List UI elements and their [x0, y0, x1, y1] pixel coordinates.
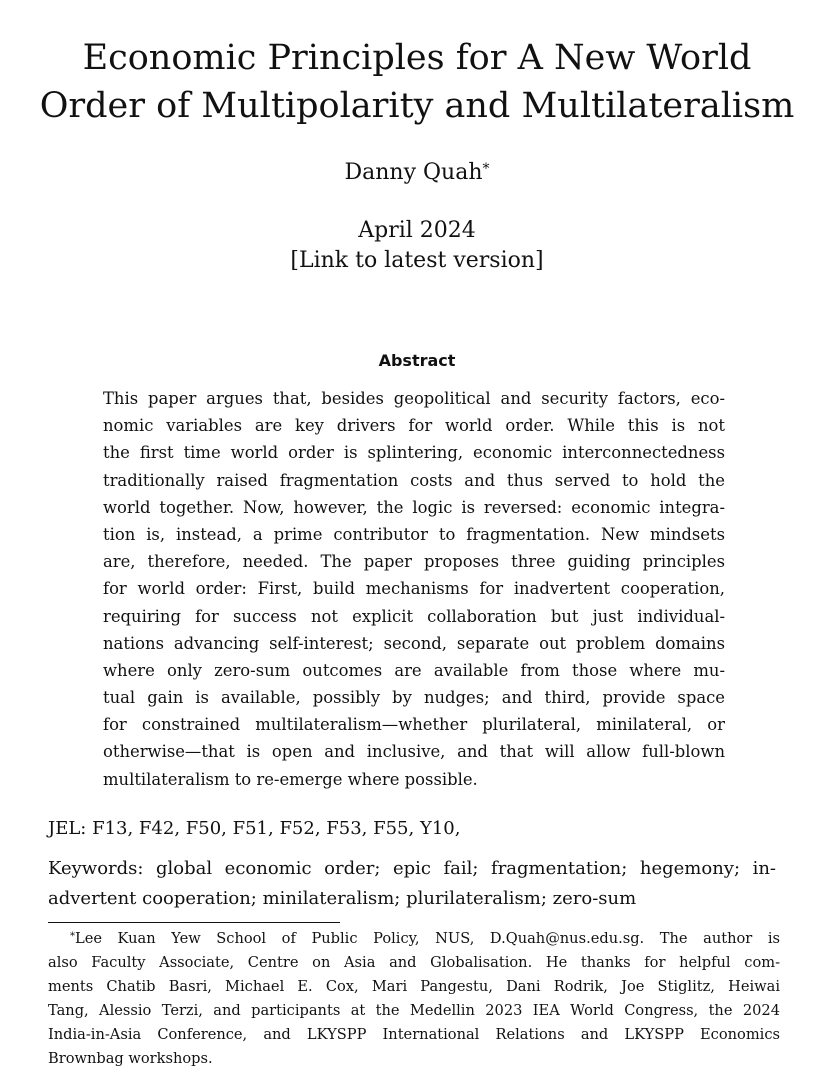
- paper-title: [20, 34, 814, 130]
- footnote-divider: [48, 922, 340, 923]
- footnote-line: Tang, Alessio Terzi, and participants at the Medellin 2023 IEA World Congress, the 2024: [48, 1002, 780, 1019]
- author-name: Danny Quah: [344, 160, 483, 185]
- abstract-line: world together. Now, however, the logic is reversed: economic integra-: [103, 497, 725, 517]
- author-footnote-mark[interactable]: *: [482, 161, 490, 177]
- abstract-line: requiring for success not explicit collaboration but just individual-: [103, 606, 725, 626]
- author-line: [0, 158, 834, 188]
- keywords-line: advertent cooperation; minilateralism; plurilateralism; zero-sum: [48, 888, 637, 909]
- abstract-line: nomic variables are key drivers for world order. While this is not: [103, 416, 725, 436]
- footnote-mark: *: [70, 931, 75, 942]
- latest-version-link[interactable]: [Link to latest version]: [290, 248, 544, 273]
- abstract-line: tual gain is available, possibly by nudges; and third, provide space: [103, 688, 725, 708]
- abstract-line: nations advancing self-interest; second, separate out problem domains: [103, 633, 725, 653]
- footnote-line: [48, 927, 780, 951]
- footnote-line-text: Lee Kuan Yew School of Public Policy, NUS, D.Quah@nus.edu.sg. The author is: [75, 930, 780, 947]
- abstract-line: otherwise—that is open and inclusive, and that will allow full-blown: [103, 742, 725, 762]
- abstract-line: are, therefore, needed. The paper proposes three guiding principles: [103, 552, 725, 572]
- abstract-line: traditionally raised fragmentation costs and thus served to hold the: [103, 470, 725, 490]
- abstract-line: for world order: First, build mechanisms for inadvertent cooperation,: [103, 579, 725, 599]
- keywords: [48, 854, 776, 914]
- paper-title-line-1: Economic Principles for A New World: [82, 38, 752, 78]
- footnote-line: India-in-Asia Conference, and LKYSPP International Relations and LKYSPP Economics: [48, 1026, 780, 1043]
- jel-codes: JEL: F13, F42, F50, F51, F52, F53, F55, Y10,: [48, 818, 461, 839]
- abstract-line: the first time world order is splintering, economic interconnectedness: [103, 443, 725, 463]
- author-footnote: [48, 927, 780, 1071]
- footnote-line: ments Chatib Basri, Michael E. Cox, Mari Pangestu, Dani Rodrik, Joe Stiglitz, Heiwai: [48, 978, 780, 995]
- abstract-body: [103, 385, 725, 793]
- footnote-line: Brownbag workshops.: [48, 1050, 213, 1067]
- abstract-line: where only zero-sum outcomes are available from those where mu-: [103, 660, 725, 680]
- abstract-line: multilateralism to re-emerge where possible.: [103, 769, 478, 789]
- publication-date: April 2024: [358, 218, 476, 243]
- abstract-line: tion is, instead, a prime contributor to fragmentation. New mindsets: [103, 524, 725, 544]
- abstract-heading: Abstract: [378, 351, 456, 370]
- keywords-line: Keywords: global economic order; epic fail; fragmentation; hegemony; in-: [48, 858, 776, 879]
- abstract-line: for constrained multilateralism—whether plurilateral, minilateral, or: [103, 715, 725, 735]
- abstract-line: This paper argues that, besides geopolitical and security factors, eco-: [103, 389, 725, 408]
- paper-title-line-2: Order of Multipolarity and Multilateralism: [39, 86, 795, 126]
- footnote-line: also Faculty Associate, Centre on Asia and Globalisation. He thanks for helpful com-: [48, 954, 780, 971]
